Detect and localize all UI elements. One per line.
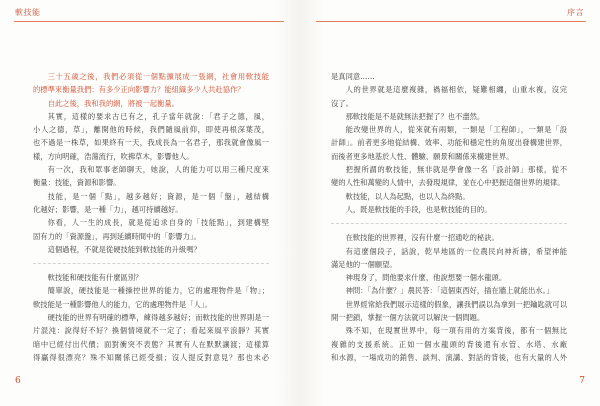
text-line: 暗中已經付出代價；面對衝突不表態？其實有人在默默讓渡；這樣算: [33, 339, 269, 349]
paragraph: [331, 83, 567, 110]
running-head: 序言: [567, 8, 584, 17]
text-line: 技能，是一個「點」，越多越好；資源，是一個「盤」，越結構: [47, 191, 269, 201]
text-line: 簡單說，硬技能是一種操控世界的能力，它的處理物件是「物」；: [47, 286, 269, 296]
paragraph: [331, 231, 567, 244]
paragraph: [331, 245, 567, 272]
text-line: 計師」。前者更多地從結構、效率、功能和穩定性的角度出發構建世界，: [331, 138, 567, 148]
paragraph: [331, 123, 567, 163]
text-line: 衡量：技能，資源和影響。: [33, 178, 121, 188]
paragraph: [33, 190, 269, 217]
page-number: 6: [15, 376, 21, 386]
paragraph: [33, 216, 269, 243]
header-rule: [316, 21, 586, 22]
text-line: 硬技能的世界有明確的標準，練得越多越好；而軟技能的世界則是一: [47, 313, 269, 323]
header-rule: [14, 21, 284, 22]
text-line: 的標準來衡量我們：有多少正向影響力？能組織多少人共赴協作？: [33, 85, 245, 95]
text-line: 你看，人一生的成長，就是從追求自身的「技能點」，到建構堅: [47, 218, 269, 228]
paragraph: [331, 163, 567, 190]
page-number: 7: [579, 376, 585, 386]
paragraph: [331, 271, 567, 284]
text-line: 化越好；影響，是一種「力」，越可持續越好。: [33, 204, 183, 214]
text-line: 殊不知，在現實世界中，每一項有用的方案背後，都有一個無比: [345, 326, 567, 336]
text-line: 而後者更多地基於人性、體驗、願景和關係來構建世界。: [331, 151, 514, 161]
page-body: [33, 70, 269, 364]
paragraph: [33, 243, 269, 256]
text-line: 有這麼個段子，話說，乾旱地區的一位農民向神祈禱，希望神能: [345, 246, 567, 256]
text-line: 沒了。: [331, 98, 353, 108]
section-divider: [33, 256, 269, 271]
text-line: 人的世界就是這麼複雜，禍福相依，疑難相纏，山重水複，沒完: [345, 85, 567, 95]
text-line: 小人之德，草」，離開他的時候，我們隨風前仰，即使再根深葉茂，: [33, 125, 269, 135]
text-line: 片混沌：說得好不好？換個情境就不一定了；看起來風平浪靜？其實: [33, 326, 269, 336]
paragraph: [331, 298, 567, 325]
text-line: 滿足他的一個願望。: [331, 259, 397, 269]
divider-line: [33, 263, 269, 264]
paragraph: [33, 271, 269, 284]
paragraph: [33, 311, 269, 364]
highlighted-paragraph: [33, 97, 269, 110]
text-line: 複雜的支援系統。正如一個水龍頭的背後還有水管、水塔、水廠: [331, 339, 567, 349]
text-line: 軟技能，以人為起點，也以人為終點。: [345, 191, 470, 201]
text-line: 那軟技能是不是就無法把握了？也不盡然。: [345, 111, 485, 121]
text-line: 有一次，我和眾事老師聊天，她說，人的能力可以用三種尺度來: [47, 165, 269, 175]
section-divider: [331, 216, 567, 231]
text-line: 神現身了，問他要求什麼，他說想要一個水龍頭。: [345, 273, 507, 283]
text-line: 世界經常給我們展示這樣的假象，讓我們誤以為拿到一把鑰匙就可以: [345, 299, 567, 309]
paragraph: [33, 110, 269, 163]
text-line: 自此之後，我和我的網，將被一起衡量。: [47, 98, 179, 108]
text-line: 固有力的「資源盤」，再到延續時間中的「影響力」。: [33, 231, 201, 241]
text-line: 其實，這樣的要求古已有之，孔子當年就說：「君子之德，風，: [47, 111, 269, 121]
text-line: 這個過程，不就是從硬技能到軟技能的升級嗎？: [47, 244, 201, 254]
paragraph: [331, 324, 567, 364]
text-line: 能改變世界的人，從來就有兩類，一類是「工程師」，一類是「設: [345, 125, 567, 135]
paragraph: [331, 190, 567, 203]
paragraph: [33, 284, 269, 311]
text-line: 也不過是一株草，如果終有一天，我成長為一名君子，那我就會像風一: [33, 138, 269, 148]
text-line: 人，既是軟技能的手段，也是軟技能的目的。: [345, 204, 492, 214]
paragraph: [331, 284, 567, 297]
text-line: 軟技能是一種影響他人的能力，它的處理物件是「人」。: [33, 299, 212, 309]
page-body: [331, 70, 567, 364]
text-line: 樣，方向明確，浩蕩流行，吹拂草木，影響他人。: [33, 151, 194, 161]
paragraph: [331, 70, 567, 83]
paragraph: [33, 163, 269, 190]
paragraph: [331, 110, 567, 123]
text-line: 是真同意……: [331, 72, 375, 81]
highlighted-paragraph: [33, 70, 269, 97]
text-line: 軟技能和硬技能有什麼區別？: [47, 273, 143, 283]
text-line: 得贏得很漂亮？殊不知關係已經受損；沒人提反對意見？那也未必: [33, 352, 269, 362]
paragraph: [331, 203, 567, 216]
text-line: 三十五歲之後，我們必須從一個點擴展成一張網，社會用軟技能: [47, 72, 269, 81]
text-line: 在軟技能的世界裡，沒有什麼一招通吃的秘訣。: [345, 233, 499, 243]
text-line: 神問：「為什麼？」農民答：「這個東西好，插在牆上就能出水。」: [345, 286, 554, 296]
right-page: [300, 0, 600, 406]
running-head: 軟技能: [15, 8, 41, 17]
text-line: 和水源，一場成功的銷售、談判、演講、對話的背後，也有大量的人外: [331, 352, 567, 362]
text-line: 變的人性和萬變的人情中，去發現規律，並在心中把握這個世界的規律。: [331, 178, 565, 188]
text-line: 開一把鎖，掌握一個方法就可以解決一個問題。: [331, 313, 485, 323]
divider-line: [331, 223, 567, 224]
text-line: 把握所謂的軟技能，無非就是學會像一名「設計師」那樣，從不: [345, 165, 567, 175]
